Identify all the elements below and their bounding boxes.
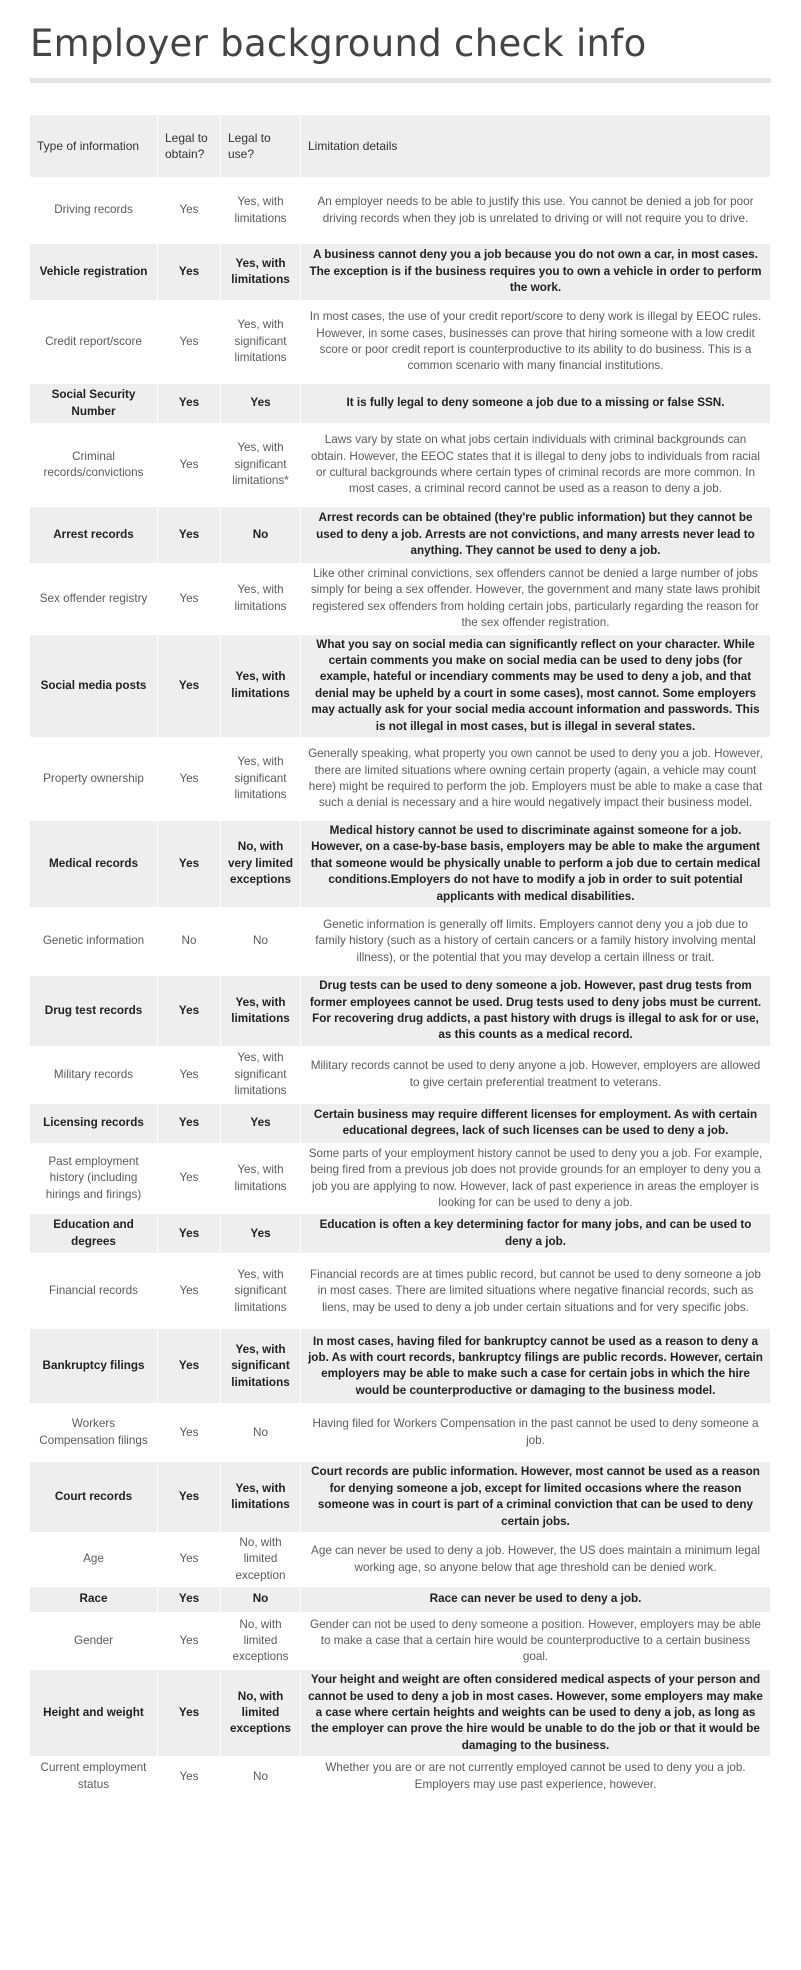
row-type-cell: Medical records [30, 821, 158, 908]
row-legal-to-use-cell: Yes [221, 1104, 301, 1144]
header-type: Type of information [30, 115, 158, 178]
table-row [30, 635, 771, 738]
row-legal-to-obtain-cell: Yes [158, 976, 221, 1047]
row-type-cell: Property ownership [30, 738, 158, 821]
table-row [30, 1254, 771, 1329]
row-type-cell: Arrest records [30, 507, 158, 564]
table-row [30, 301, 771, 384]
row-type-cell: Financial records [30, 1254, 158, 1329]
table-row [30, 1533, 771, 1587]
row-limitation-details-cell: Some parts of your employment history cannot be used to deny you a job. For example, being fired from a previous job does not provide grounds for an employer to deny you a job you are applying to now. However, lack of past experience in areas the employer is looking for can be used to deny a job. [301, 1144, 771, 1215]
row-limitation-details-cell: Certain business may require different licenses for employment. As with certain educational degrees, lack of such licenses can be used to deny a job. [301, 1104, 771, 1144]
row-legal-to-obtain-cell: Yes [158, 1587, 221, 1613]
row-legal-to-obtain-cell: Yes [158, 1533, 221, 1587]
row-legal-to-obtain-cell: Yes [158, 1214, 221, 1254]
row-legal-to-obtain-cell: Yes [158, 635, 221, 738]
row-legal-to-obtain-cell: Yes [158, 424, 221, 507]
table-row [30, 976, 771, 1047]
row-type-cell: Criminal records/convictions [30, 424, 158, 507]
row-type-cell: Vehicle registration [30, 244, 158, 301]
row-legal-to-use-cell: No [221, 1404, 301, 1462]
row-legal-to-obtain-cell: Yes [158, 244, 221, 301]
row-limitation-details-cell: Genetic information is generally off limits. Employers cannot deny you a job due to family history (such as a history of certain cancers or a family history involving mental illness), or the potential that you may develop a certain illness or trait. [301, 908, 771, 976]
background-check-table [30, 115, 771, 1797]
row-legal-to-obtain-cell: Yes [158, 301, 221, 384]
row-legal-to-obtain-cell: Yes [158, 1462, 221, 1533]
row-limitation-details-cell: A business cannot deny you a job because you do not own a car, in most cases. The exception is if the business requires you to own a vehicle in order to perform the work. [301, 244, 771, 301]
row-type-cell: Court records [30, 1462, 158, 1533]
row-limitation-details-cell: It is fully legal to deny someone a job due to a missing or false SSN. [301, 384, 771, 424]
row-legal-to-obtain-cell: Yes [158, 1613, 221, 1670]
row-type-cell: Military records [30, 1047, 158, 1104]
table-row [30, 1329, 771, 1404]
row-legal-to-obtain-cell: Yes [158, 507, 221, 564]
table-row [30, 244, 771, 301]
row-legal-to-use-cell: Yes, with limitations [221, 1144, 301, 1215]
row-limitation-details-cell: Race can never be used to deny a job. [301, 1587, 771, 1613]
row-legal-to-use-cell: Yes, with significant limitations [221, 301, 301, 384]
row-legal-to-use-cell: Yes, with limitations [221, 976, 301, 1047]
row-limitation-details-cell: Your height and weight are often considered medical aspects of your person and cannot be used to deny a job in most cases. However, some employers may make a case where certain heights and weights can be used to deny a job, as long as the employer can prove the hire would be unable to do the job or that it would be damaging to the business. [301, 1670, 771, 1757]
row-type-cell: Social Security Number [30, 384, 158, 424]
header-limitation-details: Limitation details [301, 115, 771, 178]
row-type-cell: Credit report/score [30, 301, 158, 384]
row-limitation-details-cell: What you say on social media can significantly reflect on your character. While certain comments you make on social media can be used to deny jobs (for example, hateful or incendiary comments may be used to deny a job, and that denial may be upheld by a court in some cases), most cannot. Some employers may actually ask for your social media account information and passwords. This is not illegal in most cases, but is illegal in several states. [301, 635, 771, 738]
title-divider [30, 78, 771, 83]
row-type-cell: Driving records [30, 178, 158, 244]
row-type-cell: Age [30, 1533, 158, 1587]
table-row [30, 564, 771, 635]
row-legal-to-use-cell: Yes, with limitations [221, 1462, 301, 1533]
row-limitation-details-cell: Arrest records can be obtained (they're public information) but they cannot be used to deny a job. Arrests are not convictions, and many arrests never lead to anything. They cannot be used to deny a job. [301, 507, 771, 564]
row-limitation-details-cell: An employer needs to be able to justify this use. You cannot be denied a job for poor driving records when they job is unrelated to driving or will not require you to drive. [301, 178, 771, 244]
row-limitation-details-cell: Having filed for Workers Compensation in the past cannot be used to deny someone a job. [301, 1404, 771, 1462]
row-legal-to-use-cell: No [221, 1757, 301, 1797]
table-header-row [30, 115, 771, 178]
row-legal-to-obtain-cell: Yes [158, 1404, 221, 1462]
row-legal-to-use-cell: Yes, with limitations [221, 244, 301, 301]
row-limitation-details-cell: Generally speaking, what property you own cannot be used to deny you a job. However, there are limited situations where owning certain property (again, a vehicle may count here) might be required to perform the job. Employers must be able to make a case that such a denial is necessary and a hire would negatively impact their business model. [301, 738, 771, 821]
row-legal-to-use-cell: Yes, with limitations [221, 564, 301, 635]
row-legal-to-use-cell: Yes, with significant limitations [221, 738, 301, 821]
table-row [30, 1587, 771, 1613]
row-type-cell: Social media posts [30, 635, 158, 738]
row-legal-to-obtain-cell: Yes [158, 821, 221, 908]
row-type-cell: Race [30, 1587, 158, 1613]
row-legal-to-obtain-cell: Yes [158, 384, 221, 424]
table-body [30, 178, 771, 1797]
row-legal-to-obtain-cell: Yes [158, 1757, 221, 1797]
row-limitation-details-cell: Laws vary by state on what jobs certain individuals with criminal backgrounds can obtain. However, the EEOC states that it is illegal to deny jobs to individuals from racial or cultural backgrounds where certain types of criminal records are more common. In most cases, a criminal record cannot be used as a reason to deny a job. [301, 424, 771, 507]
row-type-cell: Workers Compensation filings [30, 1404, 158, 1462]
row-type-cell: Sex offender registry [30, 564, 158, 635]
row-type-cell: Genetic information [30, 908, 158, 976]
row-limitation-details-cell: Whether you are or are not currently employed cannot be used to deny you a job. Employers may use past experience, however. [301, 1757, 771, 1797]
row-legal-to-use-cell: No [221, 1587, 301, 1613]
row-type-cell: Licensing records [30, 1104, 158, 1144]
row-limitation-details-cell: Education is often a key determining factor for many jobs, and can be used to deny a job. [301, 1214, 771, 1254]
row-legal-to-use-cell: No, with limited exceptions [221, 1670, 301, 1757]
table-row [30, 507, 771, 564]
row-legal-to-obtain-cell: Yes [158, 1254, 221, 1329]
row-legal-to-use-cell: No [221, 908, 301, 976]
row-legal-to-obtain-cell: Yes [158, 564, 221, 635]
table-row [30, 1613, 771, 1670]
row-limitation-details-cell: Gender can not be used to deny someone a position. However, employers may be able to make a case that a certain hire would be counterproductive to a certain business goal. [301, 1613, 771, 1670]
row-legal-to-use-cell: Yes, with significant limitations* [221, 424, 301, 507]
row-legal-to-use-cell: Yes, with significant limitations [221, 1329, 301, 1404]
row-legal-to-obtain-cell: Yes [158, 1144, 221, 1215]
row-type-cell: Drug test records [30, 976, 158, 1047]
table-row [30, 908, 771, 976]
row-type-cell: Current employment status [30, 1757, 158, 1797]
row-limitation-details-cell: In most cases, having filed for bankruptcy cannot be used as a reason to deny a job. As with court records, bankruptcy filings are public records. However, certain employers may be able to make such a case for certain jobs in which the hire would be counterproductive or damaging to the business model. [301, 1329, 771, 1404]
row-limitation-details-cell: Financial records are at times public record, but cannot be used to deny someone a job in most cases. There are limited situations where negative financial records, such as liens, may be used to deny a job under certain situations and for very specific jobs. [301, 1254, 771, 1329]
row-limitation-details-cell: Drug tests can be used to deny someone a job. However, past drug tests from former employees cannot be used. Drug tests used to deny jobs must be current. For recovering drug addicts, a past history with drugs is illegal to ask for or use, as this counts as a medical record. [301, 976, 771, 1047]
row-legal-to-use-cell: Yes [221, 1214, 301, 1254]
table-row [30, 738, 771, 821]
page-title: Employer background check info [30, 22, 647, 65]
table-row [30, 1670, 771, 1757]
row-legal-to-obtain-cell: Yes [158, 738, 221, 821]
row-legal-to-obtain-cell: Yes [158, 178, 221, 244]
table-row [30, 1047, 771, 1104]
row-limitation-details-cell: Court records are public information. However, most cannot be used as a reason for denying someone a job, except for limited occasions where the reason someone was in court is part of a criminal conviction that can be used to deny certain jobs. [301, 1462, 771, 1533]
row-legal-to-use-cell: Yes, with significant limitations [221, 1254, 301, 1329]
header-legal-to-use: Legal to use? [221, 115, 301, 178]
table-row [30, 1104, 771, 1144]
row-legal-to-use-cell: Yes, with limitations [221, 178, 301, 244]
row-legal-to-use-cell: Yes, with limitations [221, 635, 301, 738]
row-legal-to-use-cell: No, with very limited exceptions [221, 821, 301, 908]
table-row [30, 1144, 771, 1215]
table-row [30, 821, 771, 908]
row-type-cell: Bankruptcy filings [30, 1329, 158, 1404]
row-legal-to-obtain-cell: Yes [158, 1104, 221, 1144]
table-row [30, 384, 771, 424]
row-legal-to-obtain-cell: Yes [158, 1670, 221, 1757]
row-limitation-details-cell: Like other criminal convictions, sex offenders cannot be denied a large number of jobs simply for being a sex offender. However, the government and many state laws prohibit registered sex offenders from holding certain jobs, particularly regarding the reason for the sex offender registration. [301, 564, 771, 635]
row-legal-to-use-cell: Yes, with significant limitations [221, 1047, 301, 1104]
row-type-cell: Education and degrees [30, 1214, 158, 1254]
row-limitation-details-cell: In most cases, the use of your credit report/score to deny work is illegal by EEOC rules. However, in some cases, businesses can prove that hiring someone with a low credit score or poor credit report is counterproductive to its ability to do business. This is a common scenario with many financial institutions. [301, 301, 771, 384]
table-row [30, 424, 771, 507]
row-legal-to-obtain-cell: No [158, 908, 221, 976]
row-legal-to-use-cell: No [221, 507, 301, 564]
row-type-cell: Height and weight [30, 1670, 158, 1757]
row-type-cell: Gender [30, 1613, 158, 1670]
table-row [30, 1462, 771, 1533]
row-legal-to-use-cell: No, with limited exceptions [221, 1613, 301, 1670]
row-limitation-details-cell: Military records cannot be used to deny anyone a job. However, employers are allowed to give certain preferential treatment to veterans. [301, 1047, 771, 1104]
row-limitation-details-cell: Medical history cannot be used to discriminate against someone for a job. However, on a case-by-base basis, employers may be able to make the argument that someone would be physically unable to perform a job due to certain medical conditions.Employers do not have to modify a job in order to suit potential applicants with medical disabilities. [301, 821, 771, 908]
row-limitation-details-cell: Age can never be used to deny a job. However, the US does maintain a minimum legal working age, so anyone below that age threshold can be denied work. [301, 1533, 771, 1587]
row-legal-to-obtain-cell: Yes [158, 1329, 221, 1404]
table-row [30, 1404, 771, 1462]
row-type-cell: Past employment history (including hirings and firings) [30, 1144, 158, 1215]
table-row [30, 1757, 771, 1797]
table-row [30, 178, 771, 244]
row-legal-to-obtain-cell: Yes [158, 1047, 221, 1104]
header-legal-to-obtain: Legal to obtain? [158, 115, 221, 178]
table-row [30, 1214, 771, 1254]
row-legal-to-use-cell: No, with limited exception [221, 1533, 301, 1587]
row-legal-to-use-cell: Yes [221, 384, 301, 424]
